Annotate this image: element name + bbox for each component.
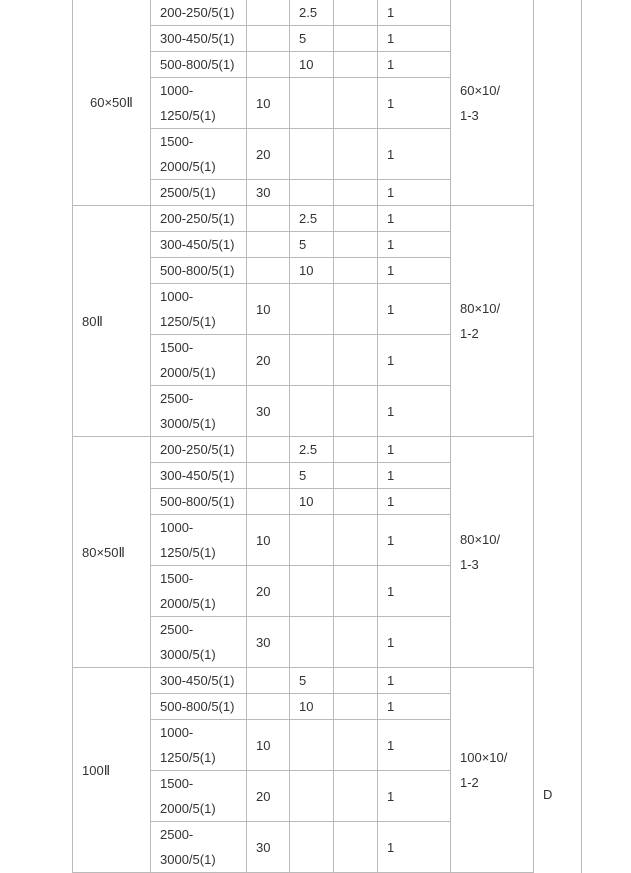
extra-cell — [534, 206, 582, 437]
value-cell-c5: 1 — [378, 26, 451, 52]
value-cell-c2: 20 — [247, 335, 290, 386]
spec-table — [72, 0, 582, 873]
ratio-cell: 300-450/5(1) — [151, 463, 247, 489]
value-cell-c5: 1 — [378, 335, 451, 386]
model-cell: 100Ⅱ — [73, 668, 151, 873]
value-cell-c3 — [290, 566, 334, 617]
ratio-cell: 1000- 1250/5(1) — [151, 720, 247, 771]
value-cell-c3 — [290, 771, 334, 822]
ratio-cell: 200-250/5(1) — [151, 437, 247, 463]
value-cell-c3: 10 — [290, 489, 334, 515]
value-cell-c4 — [334, 0, 378, 26]
value-cell-c3: 5 — [290, 668, 334, 694]
spec-table-body — [73, 0, 582, 873]
table-row — [73, 206, 582, 232]
extra-cell: D — [534, 668, 582, 873]
ratio-cell: 500-800/5(1) — [151, 258, 247, 284]
value-cell-c5: 1 — [378, 437, 451, 463]
value-cell-c3: 2.5 — [290, 0, 334, 26]
value-cell-c2: 30 — [247, 180, 290, 206]
value-cell-c2 — [247, 26, 290, 52]
table-row — [73, 437, 582, 463]
value-cell-c4 — [334, 668, 378, 694]
value-cell-c2 — [247, 437, 290, 463]
right-border-line — [581, 0, 582, 873]
value-cell-c4 — [334, 515, 378, 566]
value-cell-c2 — [247, 206, 290, 232]
value-cell-c5: 1 — [378, 232, 451, 258]
value-cell-c5: 1 — [378, 515, 451, 566]
value-cell-c5: 1 — [378, 489, 451, 515]
value-cell-c2: 10 — [247, 515, 290, 566]
value-cell-c2 — [247, 0, 290, 26]
value-cell-c2: 30 — [247, 386, 290, 437]
value-cell-c4 — [334, 771, 378, 822]
value-cell-c5: 1 — [378, 206, 451, 232]
value-cell-c3: 10 — [290, 258, 334, 284]
value-cell-c3: 5 — [290, 26, 334, 52]
ratio-cell: 300-450/5(1) — [151, 26, 247, 52]
value-cell-c2: 20 — [247, 771, 290, 822]
value-cell-c5: 1 — [378, 284, 451, 335]
value-cell-c3 — [290, 720, 334, 771]
ratio-cell: 1000- 1250/5(1) — [151, 515, 247, 566]
value-cell-c4 — [334, 284, 378, 335]
value-cell-c3 — [290, 78, 334, 129]
value-cell-c4 — [334, 180, 378, 206]
ratio-cell: 500-800/5(1) — [151, 489, 247, 515]
ratio-cell: 1000- 1250/5(1) — [151, 284, 247, 335]
value-cell-c3: 10 — [290, 694, 334, 720]
value-cell-c2 — [247, 463, 290, 489]
extra-cell — [534, 437, 582, 668]
value-cell-c4 — [334, 335, 378, 386]
table-row — [73, 668, 582, 694]
value-cell-c2 — [247, 489, 290, 515]
value-cell-c4 — [334, 206, 378, 232]
value-cell-c2: 10 — [247, 284, 290, 335]
value-cell-c4 — [334, 258, 378, 284]
value-cell-c4 — [334, 232, 378, 258]
value-cell-c2 — [247, 694, 290, 720]
value-cell-c4 — [334, 129, 378, 180]
value-cell-c5: 1 — [378, 386, 451, 437]
value-cell-c4 — [334, 78, 378, 129]
ratio-cell: 500-800/5(1) — [151, 52, 247, 78]
value-cell-c5: 1 — [378, 720, 451, 771]
value-cell-c5: 1 — [378, 566, 451, 617]
conductor-spec-cell: 60×10/ 1-3 — [451, 0, 534, 206]
value-cell-c3 — [290, 129, 334, 180]
ratio-cell: 200-250/5(1) — [151, 206, 247, 232]
conductor-spec-cell: 80×10/ 1-3 — [451, 437, 534, 668]
value-cell-c5: 1 — [378, 129, 451, 180]
value-cell-c4 — [334, 386, 378, 437]
value-cell-c5: 1 — [378, 180, 451, 206]
value-cell-c2 — [247, 258, 290, 284]
value-cell-c3 — [290, 335, 334, 386]
value-cell-c4 — [334, 463, 378, 489]
value-cell-c3 — [290, 284, 334, 335]
model-cell: 60×50Ⅱ — [73, 0, 151, 206]
value-cell-c3 — [290, 822, 334, 873]
value-cell-c4 — [334, 720, 378, 771]
ratio-cell: 1000- 1250/5(1) — [151, 78, 247, 129]
ratio-cell: 300-450/5(1) — [151, 668, 247, 694]
value-cell-c2: 30 — [247, 822, 290, 873]
value-cell-c5: 1 — [378, 771, 451, 822]
value-cell-c5: 1 — [378, 78, 451, 129]
value-cell-c4 — [334, 437, 378, 463]
value-cell-c5: 1 — [378, 617, 451, 668]
ratio-cell: 2500- 3000/5(1) — [151, 617, 247, 668]
value-cell-c2 — [247, 668, 290, 694]
conductor-spec-cell: 100×10/ 1-2 — [451, 668, 534, 873]
extra-cell — [534, 0, 582, 206]
value-cell-c2: 20 — [247, 566, 290, 617]
model-cell: 80Ⅱ — [73, 206, 151, 437]
value-cell-c2 — [247, 52, 290, 78]
ratio-cell: 1500- 2000/5(1) — [151, 771, 247, 822]
value-cell-c3 — [290, 180, 334, 206]
value-cell-c4 — [334, 26, 378, 52]
ratio-cell: 300-450/5(1) — [151, 232, 247, 258]
value-cell-c3: 5 — [290, 232, 334, 258]
ratio-cell: 1500- 2000/5(1) — [151, 129, 247, 180]
model-cell: 80×50Ⅱ — [73, 437, 151, 668]
value-cell-c3: 5 — [290, 463, 334, 489]
value-cell-c5: 1 — [378, 694, 451, 720]
ratio-cell: 2500/5(1) — [151, 180, 247, 206]
value-cell-c3: 2.5 — [290, 437, 334, 463]
value-cell-c3 — [290, 386, 334, 437]
value-cell-c3: 2.5 — [290, 206, 334, 232]
value-cell-c4 — [334, 52, 378, 78]
value-cell-c2: 30 — [247, 617, 290, 668]
ratio-cell: 2500- 3000/5(1) — [151, 386, 247, 437]
value-cell-c4 — [334, 489, 378, 515]
ratio-cell: 2500- 3000/5(1) — [151, 822, 247, 873]
value-cell-c5: 1 — [378, 668, 451, 694]
value-cell-c4 — [334, 617, 378, 668]
value-cell-c2: 20 — [247, 129, 290, 180]
value-cell-c5: 1 — [378, 822, 451, 873]
table-row — [73, 0, 582, 26]
conductor-spec-cell: 80×10/ 1-2 — [451, 206, 534, 437]
value-cell-c4 — [334, 822, 378, 873]
value-cell-c2: 10 — [247, 720, 290, 771]
ratio-cell: 1500- 2000/5(1) — [151, 335, 247, 386]
ratio-cell: 200-250/5(1) — [151, 0, 247, 26]
value-cell-c2: 10 — [247, 78, 290, 129]
value-cell-c3: 10 — [290, 52, 334, 78]
value-cell-c5: 1 — [378, 258, 451, 284]
value-cell-c2 — [247, 232, 290, 258]
value-cell-c4 — [334, 694, 378, 720]
ratio-cell: 1500- 2000/5(1) — [151, 566, 247, 617]
value-cell-c4 — [334, 566, 378, 617]
value-cell-c5: 1 — [378, 463, 451, 489]
value-cell-c5: 1 — [378, 0, 451, 26]
value-cell-c3 — [290, 617, 334, 668]
ratio-cell: 500-800/5(1) — [151, 694, 247, 720]
value-cell-c3 — [290, 515, 334, 566]
value-cell-c5: 1 — [378, 52, 451, 78]
